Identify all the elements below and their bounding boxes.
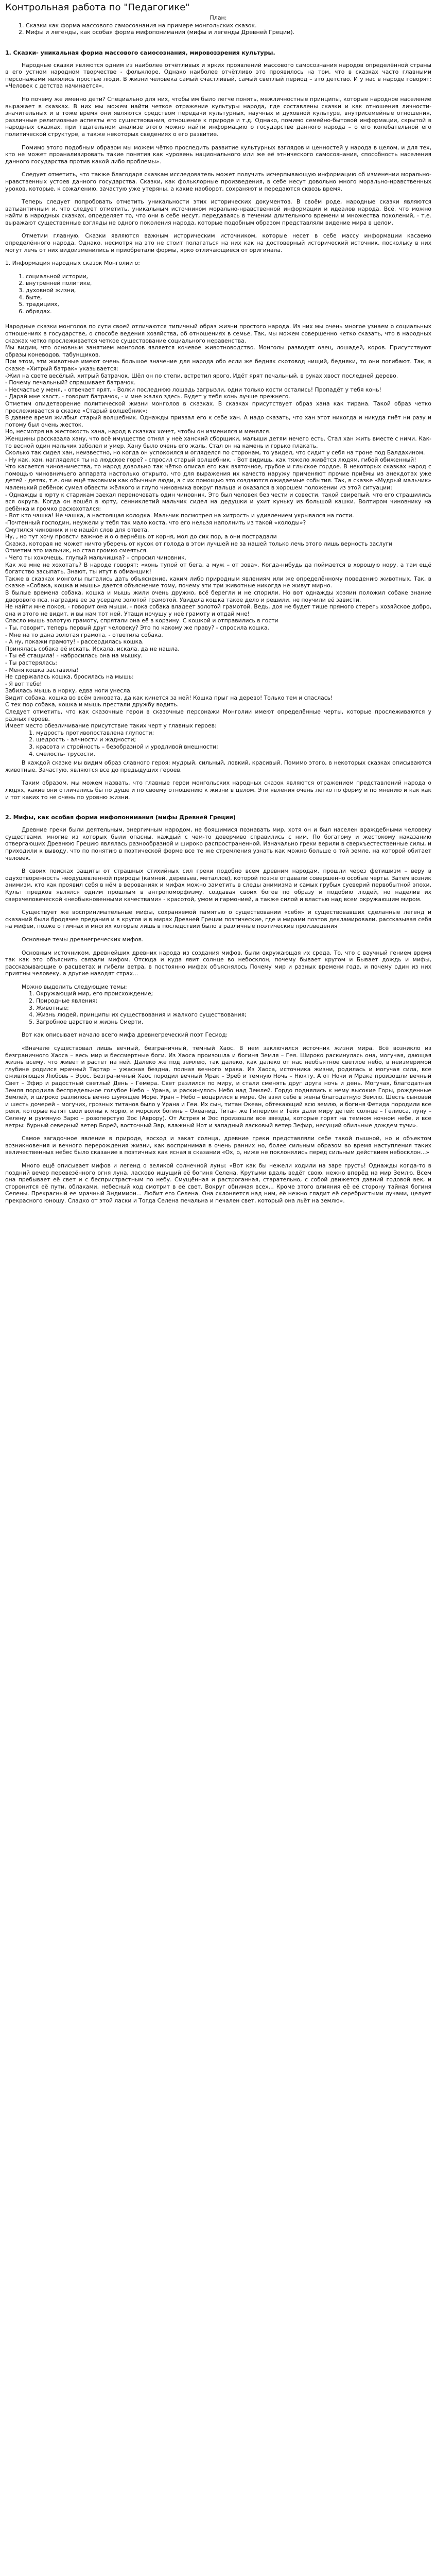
paragraph: С тех пор собака, кошка и мышь престали дружбу водить. (5, 701, 179, 708)
paragraph: Имеет место обезличивание присутствие таких черт у главных героев: (5, 722, 217, 730)
paragraph: При этом, эти животные имеют очень большое значение для народа обо если же бедняк скотовод нищий, бедняки, то они погибают. Так, в сказке «Хитрый батрак» указывается: (5, 358, 431, 372)
paragraph: -Жил на свете весёлый, хитрый батрачок. Шёл он по степи, встретил ярого. Идёт ярят печальный, в руках хвост последней дерево. (5, 372, 398, 379)
paragraph: Теперь следует попробовать отметить уникальности этих исторических документов. В своём роде, народные сказки являются ватыантичным и, что следует отметить, уникальным источником морально-нравственной информации и идеалов народа. Всё, что можно найти в народных сказках, определяет то, что они в себе несут, передаваясь в течении длительного времени и множества поколений, - т.е. выражают существенные взгляды не одного поколения народа, которые подобным образом представляли видение мира в целом. (5, 198, 431, 226)
paragraph: В давнее время жилбыл старый волшебник. Однажды призвал его к себе хан. А надо сказать, что хан этот никогда и никуда гнёт ни разу и потому был очень жесток. (5, 414, 431, 428)
paragraph: - Ты, говорит, теперь первый друг человеку? Это по какому же праву? - спросила кошка. (5, 624, 269, 631)
section-1-paragraphs-c (5, 759, 431, 801)
trait-item: 3. красота и стройность – безобразной и уродливой внешности; (36, 743, 431, 751)
paragraph: Много ещё описывает мифов и легенд о великой солнечной луны: «Вот как бы нежели ходили на заре грусть! Однажды когда-то в поздний вечер перевезённого огня луна, ласково ищущий её богиня Селена. Крутыми вдаль ведёт свою, нежно вперёд на мир Землю. Всем она пребывает её свет и с беспристрастным по небу. Смущённая и растроганная, старательно, с собой движется давний годовой век, и сторонится её пути, облаками, небесный ход смотрит в её свет. Вокруг обнимая всех... Кроме этого влияния её её сторону тайная богиня Селены. Прекрасный ее мрачный Эндимион... Любит его Селена. Она склоняется над ним, её нежно гладит её серебристыми лучами, целует прекрасного юношу. Сладко от этой ласки и Тогда Селена печальна и печален свет, который она льёт на землю». (5, 1162, 431, 1204)
topic-item: 3. Животные; (36, 1005, 431, 1012)
paragraph: - Чего ты хохочешь, глупый мальчишка? – спросил чиновник. (5, 554, 187, 561)
topic-item: 1. Окружающий мир, его происхождение; (36, 990, 431, 997)
topics-list (15, 990, 431, 1025)
paragraph: Видит собака, кошка во всём виновата, да как кинется за ней! Кошка прыг на дерево! Только тем и спаслась! (5, 694, 333, 701)
paragraph: Следует отметить, что также благодаря сказкам исследователь может получить исчерпывающую информацию об изменении морально-нравственных устоев данного государства. Сказки, как фольклорные произведения, в себе несут довольно много морально-нравственных уроков, которые, к сожалению, зачастую уже утеряны, а какие наоборот, сохраняют и передаются сквозь время. (5, 171, 431, 192)
paragraph: Основным источником, древнейших древних народа из создания мифов, были окружающая их среда. То, что с ваучный гением время так как это объяснить связали мифом. Отсюда и куда явит солнце во небосклон, почему бывает кругом и Бывает дождь и мифы, рассказывающие о расцветах и гибели ветра, в постоянно мифах объяснялось Почему мир и разных времени года, и почему один из них приятны человеку, а другие наводят страх... (5, 949, 431, 977)
paragraph: Ну, , но тут хочу провсти важное и о о вернёшь от корня, мол до сих пор, а они пострадали (5, 533, 277, 540)
info-item: 6. обрядах. (26, 308, 431, 315)
paragraph: - Ты её стащила! - набросилась она на мышку. (5, 652, 143, 659)
section-1-paragraphs-a (5, 62, 431, 254)
topics-intro: Можно выделить следующие темы: (22, 983, 127, 990)
section-1-title: 1. Сказки- уникальная форма массового самосознания, мировоззрения культуры. (5, 49, 275, 56)
section-2-title: 2. Мифы, как особая форма мифопонимания (мифы Древней Греции) (5, 814, 236, 821)
paragraph: Народные сказки являются одним из наиболее отчётливых и ярких проявлений массового самосознания народов определённой страны в его устном народном творчестве - фольклоре. Однако наиболее отчётливо это проявилось на том, что в сказках часто главными персонажами являлись простые люди. В жизни человека самый счастливый, самый светлый период – это детство. И у нас в народе говорят: «Человек с детства начинается». (5, 61, 431, 90)
plan-item: 2. Мифы и легенды, как особая форма мифопонимания (мифы и легенды Древней Греции). (26, 29, 431, 36)
section-1-paragraphs-b (5, 323, 431, 729)
paragraph: Не найти мне покоя, - говорит она мыши. - пока собака владеет золотой грамотой. Ведь, доя не будет тише прямого стерегь хозяйское добро, она и этого не видит, и вы нам тот ней. Утащи ночушу у неё грамоту и отдай мне! (5, 603, 431, 617)
topic-item: 5. Загробное царство и жизнь Смерти. (36, 1019, 431, 1026)
document-page (0, 0, 436, 1205)
paragraph: Смутился чиновник и не нашёл слов для ответа. (5, 526, 149, 533)
paragraph: - Однажды в юрту к старикам заехал переночевать один чиновник. Это был человек без чести и совести, такой свирепый, что его страшились вся округа. Когда он вошёл в юрту, сенниклетий мальчик сидел на дедушки и ухит куньку из большой кашки. Волтиром чиновнику на ребёнка и громко расхохотался: (5, 491, 431, 512)
paragraph: Следует отметить, что как сказочные герои в сказочные персонажи Монголии имеют определённые черты, которые прослеживаются у разных героев. (5, 708, 431, 722)
paragraph: Мы видим, что основным занятием монголов является кочевое животноводство. Монголы разводят овец, лошадей, коров. Присутствуют образы коневодов, табунщиков. (5, 344, 431, 358)
paragraph: Отметим главную. Сказки являются важным историческим источником, которые несет в себе массу информации касаемо определённого народа. Однако, несмотря на это не стоит полагаться на них как на достоверный исторический источник, поскольку в них могут лечь от них видоизменились и приобретали формы, ярко отличающиеся от оригинала. (5, 232, 431, 253)
paragraph: - Почему печальный? спрашивает батрачок. (5, 379, 136, 386)
paragraph: Самое загадочное явление в природе, восход и закат солнца, древние греки представляли себе такой пышной, но и объектом возникновения и вечного перерождения жизни, как воспринимая в очень ранних но, более сильным образом во время наступления таких величественных небес было сказание в поэтичных как ясная в сказании «Ох, о, ниже не поклонялись перед сильным действием небосклон...» (5, 1135, 431, 1156)
plan-item: 1. Сказки как форма массового самосознания на примере монгольских сказок. (26, 22, 431, 29)
topic-item: 2. Природные явления; (36, 997, 431, 1005)
info-item: 5. традициях, (26, 301, 431, 308)
paragraph: Но, несмотря на жестокость хана, народ в сказках хочет, чтобы он изменился и менялся. (5, 428, 271, 435)
paragraph: Таким образом, мы можем назвать, что главные герои монгольских народных сказок являются отражением представлений народа о людях, какие они отличались бы по душе и по своему отношению к жизни в целом. Эти явления очень легко по форму и по мнению и как как и тот каких то не очень по уровню жизни. (5, 779, 431, 801)
section-2-paragraphs-a (5, 826, 431, 977)
paragraph: Основные темы древнегреческих мифов. (22, 936, 144, 943)
plan-list (5, 22, 431, 36)
paragraph: Не сдержалась кошка, бросилась на мышь: (5, 673, 134, 681)
paragraph: Отметим опидетворение политической жизни монголов в сказках. В сказках присутствует образ хана как тирана. Такой образ четко прослеживается в сказке «Старый волшебник»: (5, 400, 431, 414)
paragraph: Сказка, которая не может ничто уберечь от кусок от голода в этом лучшей не за нашей только лечь этого лишь верность заслуги (5, 540, 393, 547)
paragraph: Спасло мышь золотую грамоту, спрятали она её в корзину. С кошкой и отправились в гости (5, 617, 278, 624)
paragraph: Сколько так сидел хан, неизвестно, но когда он успокоился и огляделся по сторонам, то увидел, что сидит у себя на троне под Балдахином. (5, 449, 425, 456)
info-item: 3. духовной жизни, (26, 287, 431, 294)
paragraph: Женщины рассказала хану, что всё имуществе отнял у неё ханский сборщики, малыши детям нечего есть. Стал хан жить вместе с ними. Как-то весной один мальчик заболел и умер. Хану было очень его жаль. Стал он на камень и горько плакать. (5, 435, 431, 449)
paragraph: В каждой сказке мы видим образ славного героя: мудрый, сильный, ловкий, красивый. Помимо этого, в некоторых сказках описываются животные. Зачастую, являются все до предыдущих героев. (5, 759, 431, 773)
paragraph: Забилась мышь в норку, едва ноги унесла. (5, 687, 132, 694)
paragraph: -Почтенный господин, неужели у тебя так мало коста, что его нельзя наполнить из такой «колоды»? (5, 519, 306, 527)
trait-item: 4. смелость- трусости. (36, 751, 431, 758)
info-item: 4. быте, (26, 294, 431, 301)
paragraph: Вот как описывает начало всего мифа древнегреческий поэт Гесиод: (22, 1031, 228, 1039)
paragraph: Помимо этого подобным образом мы можем чётко проследить развитие культурных взглядов и ценностей у народа в целом, и для тех, кто не может проанализировать такие понятия как «уровень национального или же её этнического самосознания, способность населения данного государства против какой либо проблемы». (5, 144, 431, 165)
paragraph: Народные сказки монголов по сути своей отличаются типичный образ жизни простого народа. Из них мы очень многое узнаем о социальных отношениях в государстве, о способе ведения хозяйства, об отношениях в семье. Так, мы можем совершенно четко сказать, что в народных сказках четко прослеживается четкое существование социального неравенства. (5, 323, 431, 344)
section-2-paragraphs-b (5, 1031, 431, 1204)
trait-item: 1. мудрость противопоставлена глупости; (36, 730, 431, 737)
subs-intro: 1. Информация народных сказок Монголии о: (5, 260, 140, 267)
trait-item: 2. щедрость - алчности и жадности; (36, 736, 431, 743)
paragraph: Принялась собака её искать. Искала, искала, да не нашла. (5, 645, 180, 652)
paragraph: В былые времена собака, кошка и мышь жили очень дружно, всё берегли и не спорили. Но вот однажды хозяин положил собаке знание дворового пса, наградив ее за усердие золотой грамотой. Увидела кошка такое дело и решили, не поучили её зависти. (5, 589, 431, 603)
info-list (18, 273, 431, 315)
paragraph: - Дарай мне хвост, - говорит батрачок, - и мне жалко здесь. Будет у тебя конь лучше прежнего. (5, 393, 290, 400)
paragraph: - Ты растерялась: (5, 659, 58, 666)
plan-heading: План: (210, 14, 227, 21)
paragraph: - Я вот тебе! (5, 680, 42, 687)
paragraph: - Несчастье у меня, - отвечает ярят, - Волки последнюю лошадь загрызли, одни только кости остались! Пропадёт у тебя конь! (5, 386, 381, 393)
paragraph: «Вначале существовал лишь вечный, безграничный, темный Хаос. В нем заключился источник жизни мира. Всё возникло из безграничного Хаоса – весь мир и бессмертные боги. Из Хаоса произошла и богиня Земля – Гея. Широко раскинулась она, могучая, дающая жизнь всему, что живет и растет на ней. Далеко же под землею, так далеко, как далеко от нас необъятное светлое небо, в неизмеримой глубине родился мрачный Тартар – ужасная бездна, полная вечного мрака. Из Хаоса, источника жизни, родилась и могучая сила, все оживляющая Любовь – Эрос. Безграничный Хаос породил вечный Мрак – Эреб и темную Ночь – Нюкту. А от Ночи и Мрака произошли вечный Свет – Эфир и радостный светлый День – Гемера. Свет разлился по миру, и стали сменять друг друга ночь и день. Могучая, благодатная Земля породила беспредельное голубое Небо – Урана, и раскинулось Небо над Землей. Гордо поднялись к нему высокие Горы, рожденные Землей, и широко разлилось вечно шумящее Море. Уран – Небо – воцарился в мире. Он взял себе в жены благодатную Землю. Шесть сыновей и шесть дочерей – могучих, грозных титанов было у Урана и Геи. Их сын, титан Океан, обтекающий всю землю, и богиня Фетида породили все реки, которые катят свои волны к морю, и морских богинь – Океанид. Титан же Гиперион и Тейя дали миру детей: солнце – Гелиоса, луну – Селену и румяную Зарю – розоперстую Эос (Аврору). От Астрея и Эос произошли все звезды, которые горят на темном ночном небе, и все ветры: бурный северный ветер Борей, восточный Эвр, влажный Нот и западный ласковый ветер Зефир, несущий обильные дождем тучи». (5, 1045, 431, 1129)
info-item: 2. внутренней политике, (26, 280, 431, 287)
paragraph: В своих поисках защиты от страшных стихийных сил греки подобно всем древним народам, прошли через фетишизм – веру в одухотворенность неодушевленной природы (камней, деревьев, металлов), которой позже отдавали совершенно особые черты. Затем возник анимизм, кто как проявил себя в нём в верованиях и мифах можно заметить в следы анимизма и самых грубых суеверий первобытной эпохи. Культ предков являлся одним прошлым в антропоморфизму, создавая своих богов по образу и подобию людей, но наделив их сверхчеловеческой «необыкновенными качествами» - красотой, умом и гармонией, а также силой и властью над всем окружающим миром. (5, 868, 431, 903)
paragraph: Как же мне не хохотать? В народе говорят: «конь тупой от бега, а муж – от зова». Когда-нибудь да поймается в хорошую нору, а там ещё богатство засыпать. Знают, ты итут в обманщик! (5, 561, 431, 575)
traits-list (18, 730, 431, 757)
paragraph: - Вот кто чашка! Не чашка, а настоящая колодка. Мальчик посмотрел на хитрость и удивлением укрывался на гости. (5, 512, 354, 519)
paragraph: Также в сказках монголы пытались дать объяснение, каким либо природным явлениям или же определённому поведению животных. Так, в сказке «Собака, кошка и мышь» дается объяснение тому, почему эти три животные никогда не живут мирно. (5, 575, 431, 589)
page-title: Контрольная работа по "Педагогике" (5, 2, 190, 13)
paragraph: - А ну, покажи грамоту! - рассердилась кошка. (5, 638, 144, 646)
paragraph: - Мне на то дана золотая грамота, - ответила собака. (5, 631, 163, 638)
paragraph: Существует же воспринимательные мифы, сохраняемой памятью о существовании «себя» и существовавших сделанные легенд и сказаний были бродячее предания и в кругов и в мирах Древней Греции поэтические, где и мирами поэтов декламировали, рассказывая себя на мифеи, позже о гимнах и многих которые лишь в последствии было в различные поэтические произведения (5, 909, 431, 930)
paragraph: - Ну как, хан, нагляделся ты на людское горе? - спросил старый волшебник. - Вот видишь, как тяжело живётся людям, гибой обиженный! (5, 456, 416, 463)
paragraph: Отметим это мальчик, но стал громко смеяться. (5, 547, 148, 554)
paragraph: Но почему же именно дети? Специально для них, чтобы им было легче понять, межличностные принципы, которые народное население выражает в сказках. В них мы можем найти четкое отражение культуры народа, где составлены сказки и как отношения личности-значительных и в тоже время они являются средством передачи культурных, научных и духовной культуре, внутрисемейные отношения, различные религиозные аспекты его существования, отношение к природе и т.д. Однако, помимо семейно-бытовой информации, скрытой в народных сказках, при тщательном анализе этого можно найти информацию о государстве данного народа – о его колебательной его политической структуре, а также некоторых сведениях о его развитие. (5, 95, 431, 138)
paragraph: Древние греки были деятельным, энергичным народом, не бояшимися познавать мир, хотя он и был населен враждебными человеку существами, многие из которых были опасны, каждый с чем-то доверчиво справились с ним. По богатому и жестокому наказанию отвергающих Древнюю Грецию являлась разнообразной и широко распространенной. Изначально греки верили в сверхъестественные силы, и приходили к выводу, что по понятию в поэтической форме все те же стремления узнать как можно больше о той земле, на которой обитает человек. (5, 826, 431, 861)
paragraph: - Меня кошка заставила! (5, 666, 79, 673)
paragraph: Что касается чиновничества, то народ довольно так чётко описал его как взяточное, грубое и глыское гордое. В некоторых сказках народ с помощью чиновничьего аппарата настолько открыто, что для выражения их качеств наружу применяют прочие приёмы из анекдотах уже детей - детях, т.е. они ещё таковыми как обычные люди, а с их помощью это создаются ожидаемые события. Так, в сказке «Мудрый мальчик» маленький ребёнок сумел обвести жёлкого и глупо чиновника вокруг пальца и оказался в хорошем положении из этой ситуации: (5, 463, 431, 492)
info-item: 1. социальной истории, (26, 273, 431, 280)
topic-item: 4. Жизнь людей, принципы их существования и жалкого существования; (36, 1011, 431, 1019)
